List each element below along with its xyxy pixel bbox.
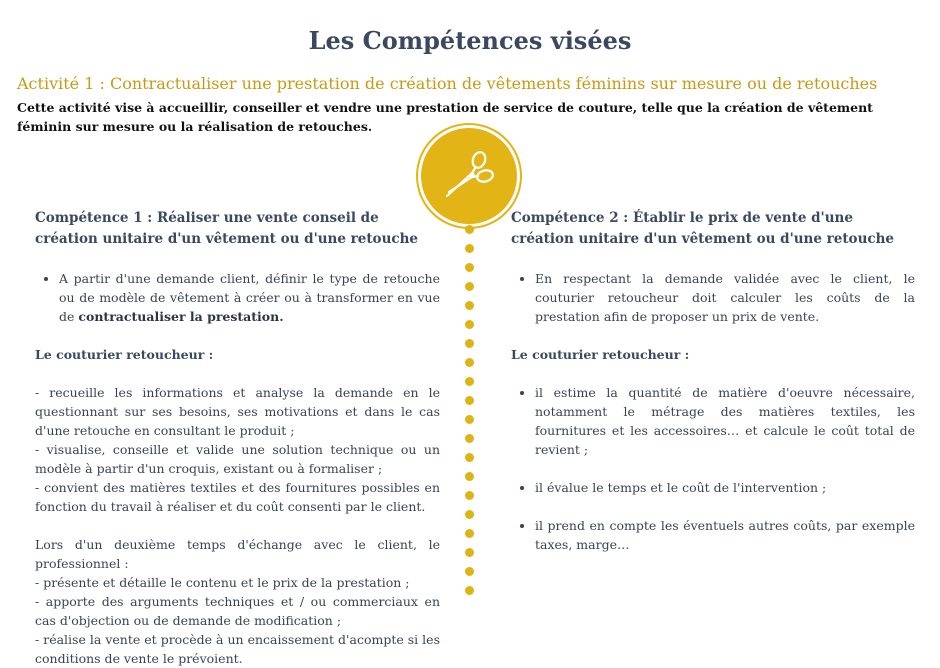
competence-1-role-heading: Le couturier retoucheur :	[35, 347, 214, 362]
timeline-dot	[465, 396, 474, 405]
competence-2-column	[511, 208, 915, 554]
task-item: - présente et détaille le contenu et le prix de la prestation ;	[35, 575, 410, 590]
competence-2-role-heading: Le couturier retoucheur :	[511, 347, 690, 362]
task-item: - réalise la vente et procède à un encaissement d'acompte si les conditions de vente le prévoient.	[35, 632, 440, 666]
competence-1-bullet-text: A partir d'une demande client, définir le type de retouche ou de modèle de vêtement à créer ou à transformer en vue de	[59, 271, 440, 324]
timeline-dot	[465, 510, 474, 519]
competence-1-column	[35, 208, 440, 668]
task-item: - convient des matières textiles et des fournitures possibles en fonction du travail à réaliser et du coût consenti par le client.	[35, 480, 440, 514]
timeline-dot	[465, 567, 474, 576]
competence-1-title: Compétence 1 : Réaliser une vente conseil de création unitaire d'un vêtement ou d'une retouche	[35, 210, 419, 247]
competence-2-list	[511, 383, 915, 459]
second-exchange-intro: Lors d'un deuxième temps d'échange avec le client, le professionnel :	[35, 537, 440, 571]
timeline-dot	[465, 491, 474, 500]
competence-2-bullet: • En respectant la demande validée avec le client, le couturier retoucheur doit calculer les coûts de la prestation afin de proposer un prix de vente.	[535, 269, 915, 326]
competence-2-title: Compétence 2 : Établir le prix de vente d'une création unitaire d'un vêtement ou d'une retouche	[511, 210, 895, 247]
activity-title: Activité 1 : Contractualiser une prestation de création de vêtements féminins sur mesure ou de retouches	[17, 74, 878, 93]
competence-1-bullet-bold: contractualiser la prestation.	[78, 309, 284, 324]
timeline-dot	[465, 358, 474, 367]
competence-1-list	[35, 269, 440, 326]
page-title: Les Compétences visées	[308, 26, 632, 55]
timeline-dot	[465, 282, 474, 291]
timeline-dot	[465, 453, 474, 462]
activity-description: Cette activité vise à accueillir, conseiller et vendre une prestation de service de couture, telle que la création de vêtement féminin sur mesure ou la réalisation de retouches.	[17, 100, 873, 134]
timeline-dot	[465, 320, 474, 329]
list-item: • il évalue le temps et le coût de l'intervention ;	[535, 478, 915, 497]
competence-2-list	[511, 516, 915, 554]
timeline-dot	[465, 263, 474, 272]
timeline-dot	[465, 301, 474, 310]
competence-1-bullet	[59, 269, 440, 326]
list-item: • il estime la quantité de matière d'oeuvre nécessaire, notamment le métrage des matières textiles, les fournitures et les accessoires… et calcule le coût total de revient ;	[535, 383, 915, 459]
competence-2-list	[511, 478, 915, 497]
timeline-dot	[465, 225, 474, 234]
timeline-dots	[464, 225, 476, 605]
timeline-dot	[465, 339, 474, 348]
timeline-dot	[465, 586, 474, 595]
list-item: • il prend en compte les éventuels autres coûts, par exemple taxes, marge…	[535, 516, 915, 554]
task-item: - apporte des arguments techniques et / ou commerciaux en cas d'objection ou de demande de modification ;	[35, 594, 440, 628]
timeline-dot	[465, 434, 474, 443]
task-item: - visualise, conseille et valide une solution technique ou un modèle à partir d'un croquis, existant ou à formaliser ;	[35, 442, 440, 476]
scissors-icon	[439, 146, 499, 206]
timeline-dot	[465, 472, 474, 481]
timeline-dot	[465, 529, 474, 538]
competence-2-intro-list	[511, 269, 915, 326]
task-item: - recueille les informations et analyse la demande en le questionnant sur ses besoins, ses motivations et dans le cas d'une retouche en consultant le produit ;	[35, 385, 440, 438]
timeline-dot	[465, 415, 474, 424]
timeline-dot	[465, 548, 474, 557]
timeline-dot	[465, 377, 474, 386]
timeline-dot	[465, 244, 474, 253]
